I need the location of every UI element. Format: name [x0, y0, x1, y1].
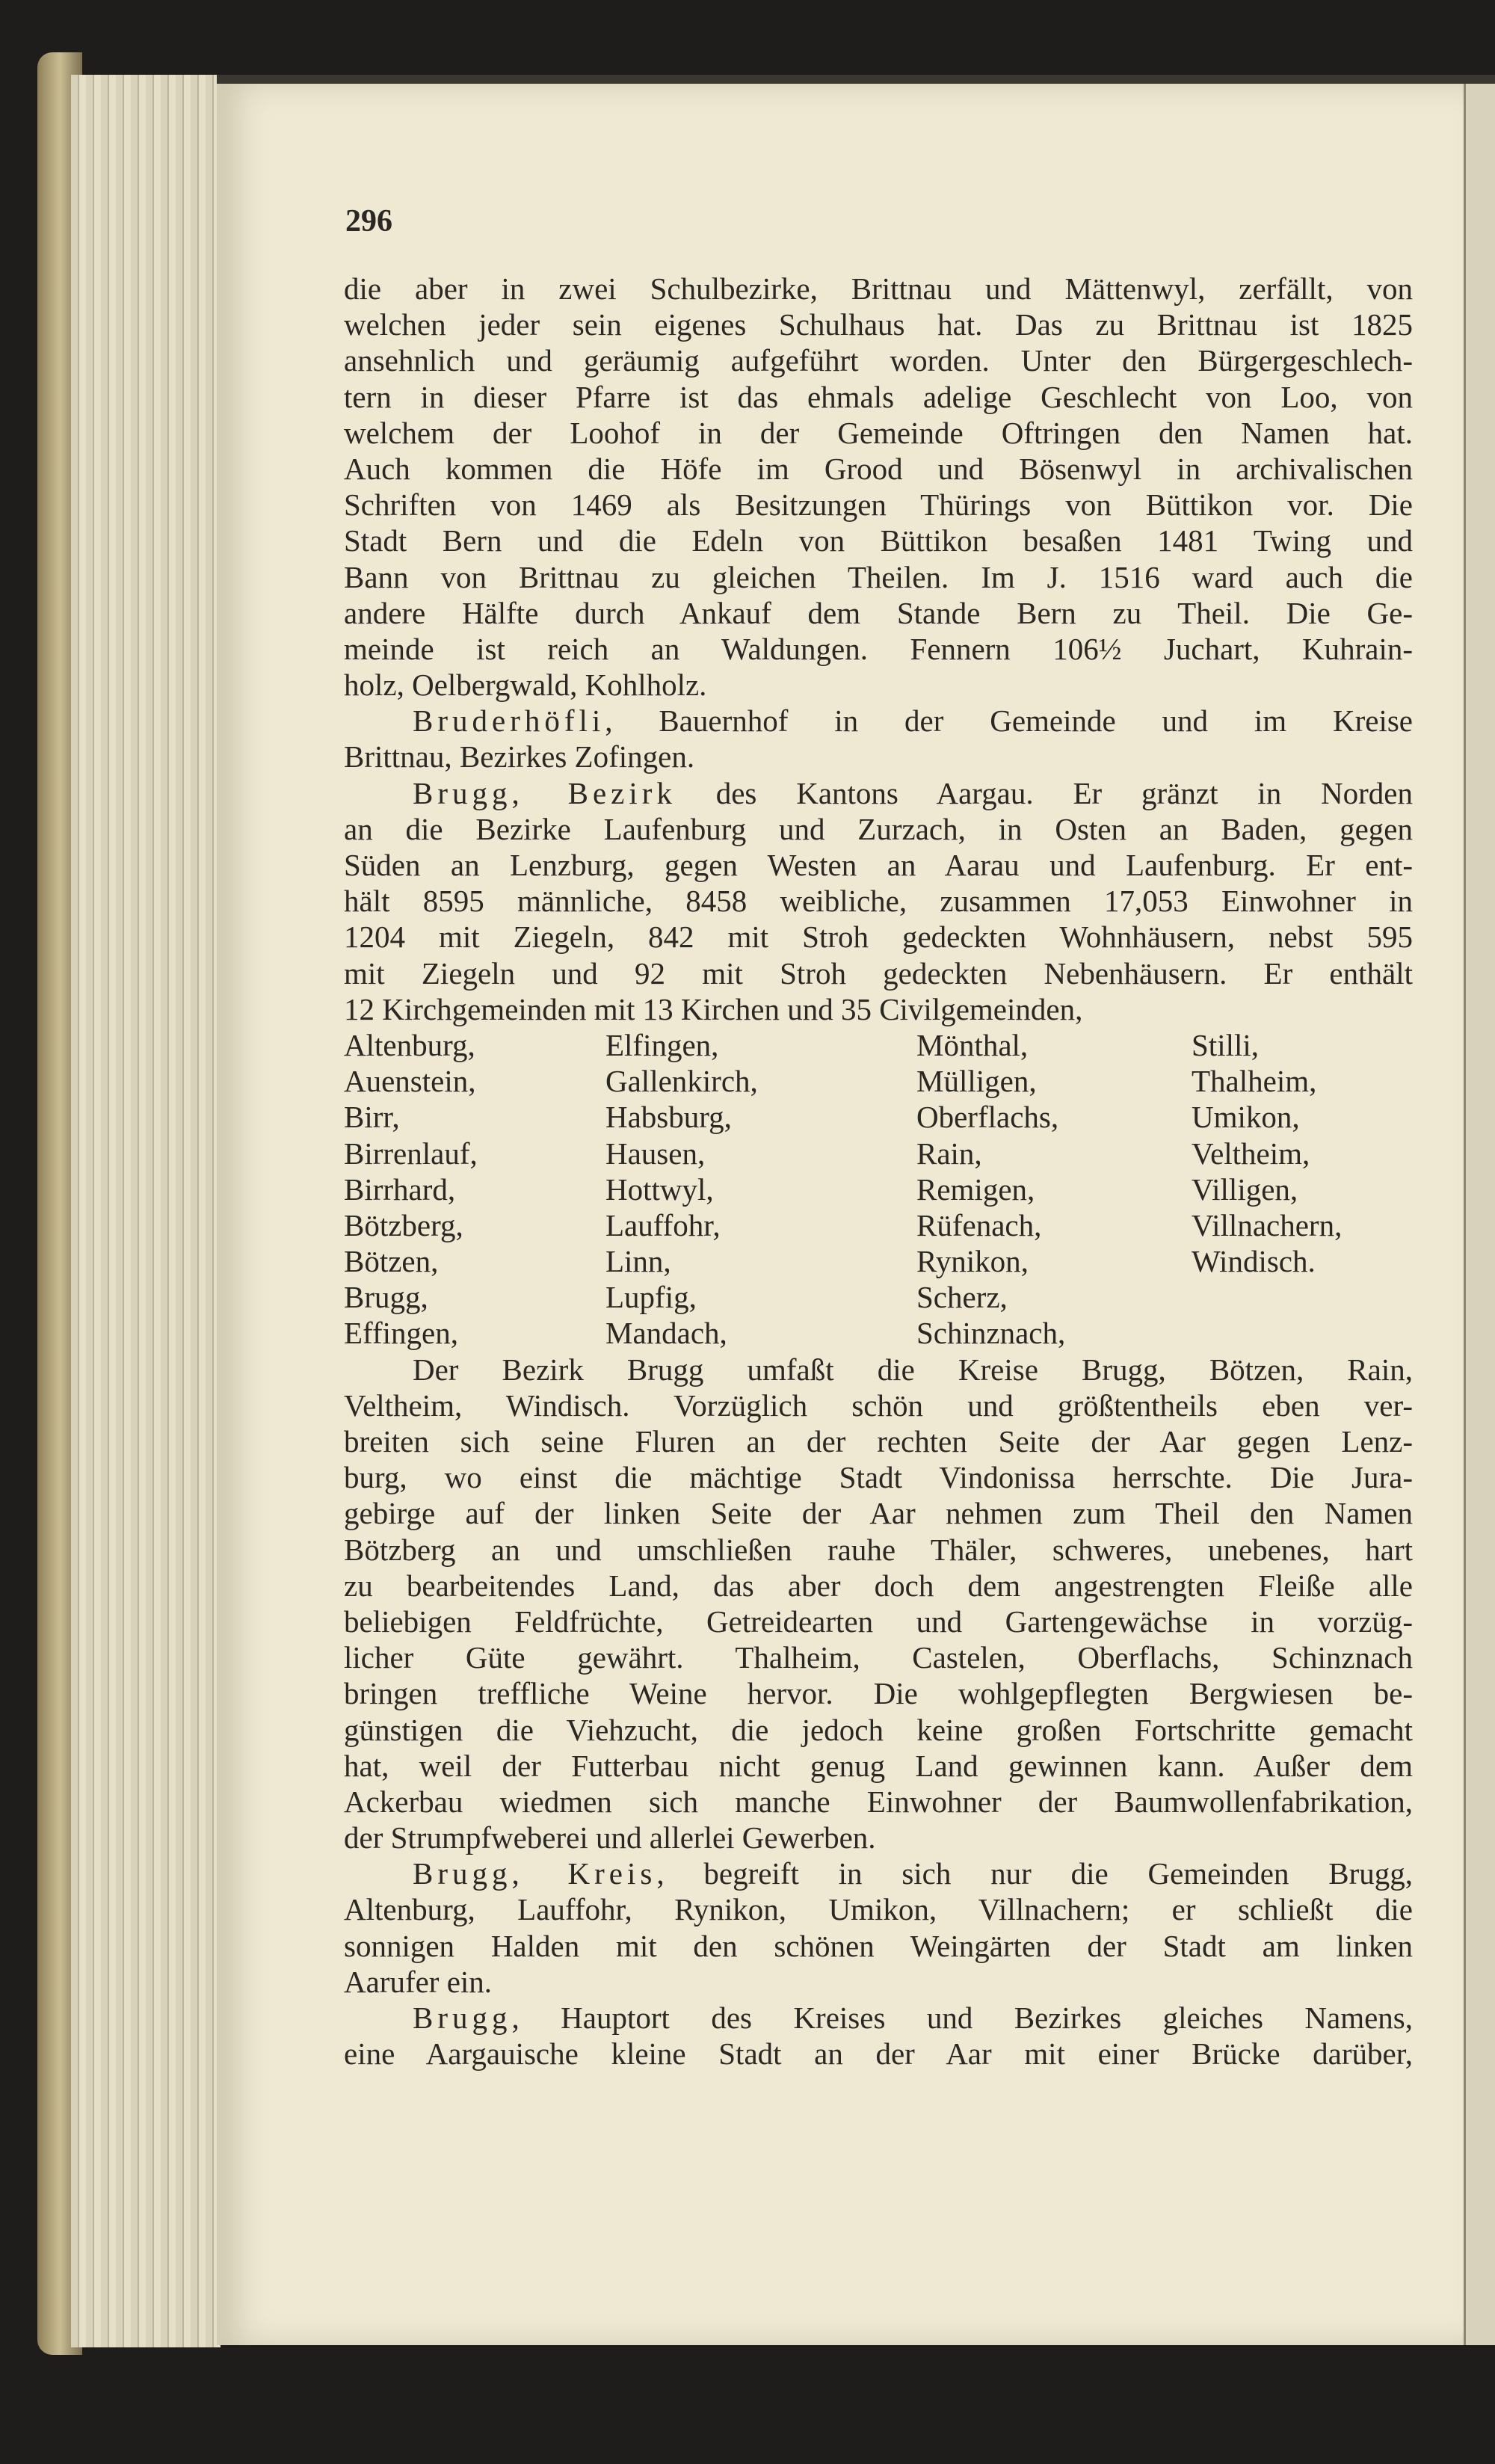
text-line [344, 595, 1413, 631]
text-line [344, 1712, 1413, 1748]
paragraph [344, 703, 1413, 774]
entry-headword: Brugg, Bezirk [413, 775, 676, 810]
municipality-name: Umikon, [1192, 1100, 1300, 1135]
text-line [344, 775, 1413, 811]
line-text: burg, wo einst die mächtige Stadt Vindonissa herrschte. Die Jura- [344, 1460, 1413, 1495]
line-text: Altenburg, Lauffohr, Rynikon, Umikon, Villnachern; er schließt die [344, 1892, 1413, 1927]
line-text: holz, Oelbergwald, Kohlholz. [344, 668, 707, 703]
text-line [344, 2000, 1413, 2036]
municipality-name: Mülligen, [916, 1064, 1037, 1099]
paragraph [344, 2000, 1413, 2072]
line-text: , Hauptort des Kreises und Bezirkes gleiches Namens, [511, 2001, 1413, 2035]
text-line [344, 379, 1413, 415]
line-text: eine Aargauische kleine Stadt an der Aar mit einer Brücke darüber, [344, 2036, 1413, 2072]
line-text: Veltheim, Windisch. Vorzüglich schön und größtentheils eben ver- [344, 1387, 1413, 1423]
line-text: meinde ist reich an Waldungen. Fennern 106½ Juchart, Kuhrain- [344, 631, 1413, 666]
text-line [344, 342, 1413, 378]
line-text: Bann von Brittnau zu gleichen Theilen. Im J. 1516 ward auch die [344, 559, 1413, 594]
municipality-name: Rain, [916, 1136, 982, 1171]
list-row [344, 1243, 1413, 1279]
list-row [344, 1279, 1413, 1315]
text-line [344, 271, 1413, 307]
municipality-name: Hottwyl, [605, 1171, 714, 1207]
paragraph [344, 775, 1413, 1027]
paragraph [344, 1352, 1413, 1856]
text-line [344, 1964, 1413, 2000]
municipality-name: Auenstein, [344, 1064, 476, 1099]
municipality-name: Scherz, [916, 1280, 1008, 1315]
line-text: Aarufer ein. [344, 1964, 493, 1999]
municipality-name: Stilli, [1192, 1027, 1260, 1062]
line-text: Der Bezirk Brugg umfaßt die Kreise Brugg, Bötzen, Rain, [413, 1352, 1413, 1387]
line-text: Stadt Bern und die Edeln von Büttikon besaßen 1481 Twing und [344, 523, 1413, 558]
municipality-name: Brugg, [344, 1280, 428, 1315]
text-line [344, 1387, 1413, 1423]
municipality-name: Elfingen, [605, 1027, 719, 1062]
line-text: Ackerbau wiedmen sich manche Einwohner der Baumwollenfabrikation, [344, 1784, 1413, 1819]
text-line [344, 1820, 1413, 1855]
line-text: zu bearbeitendes Land, das aber doch dem angestrengten Fleiße alle [344, 1568, 1413, 1603]
line-text: beliebigen Feldfrüchte, Getreidearten und Gartengewächse in vorzüg- [344, 1604, 1413, 1639]
line-text: mit Ziegeln und 92 mit Stroh gedeckten Nebenhäusern. Er enthält [344, 955, 1413, 991]
line-text: hält 8595 männliche, 8458 weibliche, zusammen 17,053 Einwohner in [344, 884, 1413, 919]
paragraph [344, 1855, 1413, 2000]
municipality-name: Schinznach, [916, 1316, 1066, 1351]
municipality-name: Bötzen, [344, 1244, 439, 1279]
text-line [344, 703, 1413, 739]
text-line [344, 811, 1413, 847]
text-line [344, 883, 1413, 919]
text-line [344, 919, 1413, 955]
line-text: welchen jeder sein eigenes Schulhaus hat. Das zu Brittnau ist 1825 [344, 307, 1413, 342]
line-text: bringen treffliche Weine hervor. Die wohlgepflegten Bergwiesen be- [344, 1676, 1413, 1711]
municipality-name: Habsburg, [605, 1100, 732, 1135]
line-text: ansehnlich und geräumig aufgeführt worden. Unter den Bürgergeschlech- [344, 343, 1413, 378]
municipality-name: Birrhard, [344, 1171, 456, 1207]
line-text: , Bauernhof in der Gemeinde und im Kreise [605, 703, 1413, 739]
text-line [344, 991, 1413, 1027]
line-text: andere Hälfte durch Ankauf dem Stande Bern zu Theil. Die Ge- [344, 595, 1413, 630]
municipality-name: Rüfenach, [916, 1207, 1042, 1242]
line-text: der Strumpfweberei und allerlei Gewerben. [344, 1820, 876, 1855]
entry-headword: Brugg [413, 2001, 512, 2035]
line-text: 1204 mit Ziegeln, 842 mit Stroh gedeckten Wohnhäusern, nebst 595 [344, 920, 1413, 955]
page-stack [71, 75, 221, 2347]
line-text: welchem der Loohof in der Gemeinde Oftringen den Namen hat. [344, 415, 1413, 450]
text-line [344, 667, 1413, 703]
text-line [344, 523, 1413, 558]
text-line [344, 847, 1413, 883]
text-line [344, 1459, 1413, 1495]
line-text: Auch kommen die Höfe im Grood und Bösenwyl in archivalischen [344, 451, 1413, 486]
municipality-name: Hausen, [605, 1136, 706, 1171]
text-line [344, 739, 1413, 774]
municipality-name: Remigen, [916, 1171, 1035, 1207]
municipality-name: Birr, [344, 1100, 400, 1135]
municipality-name: Effingen, [344, 1316, 458, 1351]
paragraph [344, 271, 1413, 703]
line-text: Süden an Lenzburg, gegen Westen an Aarau und Laufenburg. Er ent- [344, 848, 1413, 882]
line-text: die aber in zwei Schulbezirke, Brittnau und Mättenwyl, zerfällt, von [344, 271, 1413, 306]
line-text: des Kantons Aargau. Er gränzt in Norden [676, 775, 1413, 810]
line-text: Bötzberg an und umschließen rauhe Thäler, schweres, unebenes, hart [344, 1532, 1413, 1567]
municipality-name: Thalheim, [1192, 1064, 1317, 1099]
municipality-name: Veltheim, [1192, 1136, 1310, 1171]
text-line [344, 631, 1413, 667]
line-text: sonnigen Halden mit den schönen Weingärten der Stadt am linken [344, 1928, 1413, 1963]
text-line [344, 1532, 1413, 1568]
entry-headword: Bruderhöfli [413, 703, 605, 739]
text-line [344, 1352, 1413, 1387]
text-line [344, 1855, 1413, 1891]
text-line [344, 1928, 1413, 1964]
list-row [344, 1027, 1413, 1063]
text-line [344, 955, 1413, 991]
text-line [344, 1748, 1413, 1784]
line-text: günstigen die Viehzucht, die jedoch keine großen Fortschritte gemacht [344, 1712, 1413, 1747]
entry-headword: Brugg, Kreis [413, 1856, 657, 1891]
municipality-list [344, 1027, 1413, 1352]
line-text: tern in dieser Pfarre ist das ehmals adelige Geschlecht von Loo, von [344, 379, 1413, 414]
line-text: Schriften von 1469 als Besitzungen Thürings von Büttikon vor. Die [344, 487, 1413, 523]
line-text: an die Bezirke Laufenburg und Zurzach, in Osten an Baden, gegen [344, 811, 1413, 846]
municipality-name: Mönthal, [916, 1027, 1029, 1062]
list-row [344, 1315, 1413, 1351]
municipality-name: Villigen, [1192, 1171, 1298, 1207]
facing-page-edge [1464, 84, 1495, 2345]
text-line [344, 559, 1413, 595]
line-text: 12 Kirchgemeinden mit 13 Kirchen und 35 Civilgemeinden, [344, 991, 1083, 1026]
line-text: , begreift in sich nur die Gemeinden Brugg, [656, 1856, 1413, 1891]
text-line [344, 2036, 1413, 2072]
text-line [344, 307, 1413, 342]
text-line [344, 1495, 1413, 1531]
list-row [344, 1136, 1413, 1171]
text-line [344, 451, 1413, 487]
line-text: breiten sich seine Fluren an der rechten Seite der Aar gegen Lenz- [344, 1424, 1413, 1459]
page-number: 296 [345, 204, 392, 238]
text-line [344, 1784, 1413, 1820]
municipality-name: Mandach, [605, 1316, 727, 1351]
text-line [344, 1568, 1413, 1604]
municipality-name: Linn, [605, 1244, 671, 1279]
page-text [344, 271, 1413, 2072]
line-text: licher Güte gewährt. Thalheim, Castelen, Oberflachs, Schinznach [344, 1640, 1413, 1675]
text-line [344, 1639, 1413, 1675]
text-line [344, 487, 1413, 523]
list-row [344, 1207, 1413, 1243]
municipality-name: Rynikon, [916, 1244, 1029, 1279]
municipality-name: Lauffohr, [605, 1207, 721, 1242]
municipality-name: Bötzberg, [344, 1207, 463, 1242]
list-row [344, 1171, 1413, 1207]
municipality-name: Birrenlauf, [344, 1136, 478, 1171]
municipality-name: Lupfig, [605, 1280, 697, 1315]
text-line [344, 1423, 1413, 1459]
municipality-name: Villnachern, [1192, 1207, 1343, 1242]
line-text: gebirge auf der linken Seite der Aar nehmen zum Theil den Namen [344, 1496, 1413, 1531]
municipality-name: Windisch. [1192, 1244, 1316, 1279]
municipality-name: Oberflachs, [916, 1100, 1059, 1135]
text-line [344, 1604, 1413, 1639]
list-row [344, 1099, 1413, 1135]
municipality-name: Altenburg, [344, 1027, 475, 1062]
line-text: Brittnau, Bezirkes Zofingen. [344, 739, 695, 774]
list-row [344, 1063, 1413, 1099]
line-text: hat, weil der Futterbau nicht genug Land gewinnen kann. Außer dem [344, 1748, 1413, 1783]
text-line [344, 1891, 1413, 1927]
municipality-name: Gallenkirch, [605, 1064, 758, 1099]
text-line [344, 415, 1413, 451]
text-line [344, 1675, 1413, 1711]
